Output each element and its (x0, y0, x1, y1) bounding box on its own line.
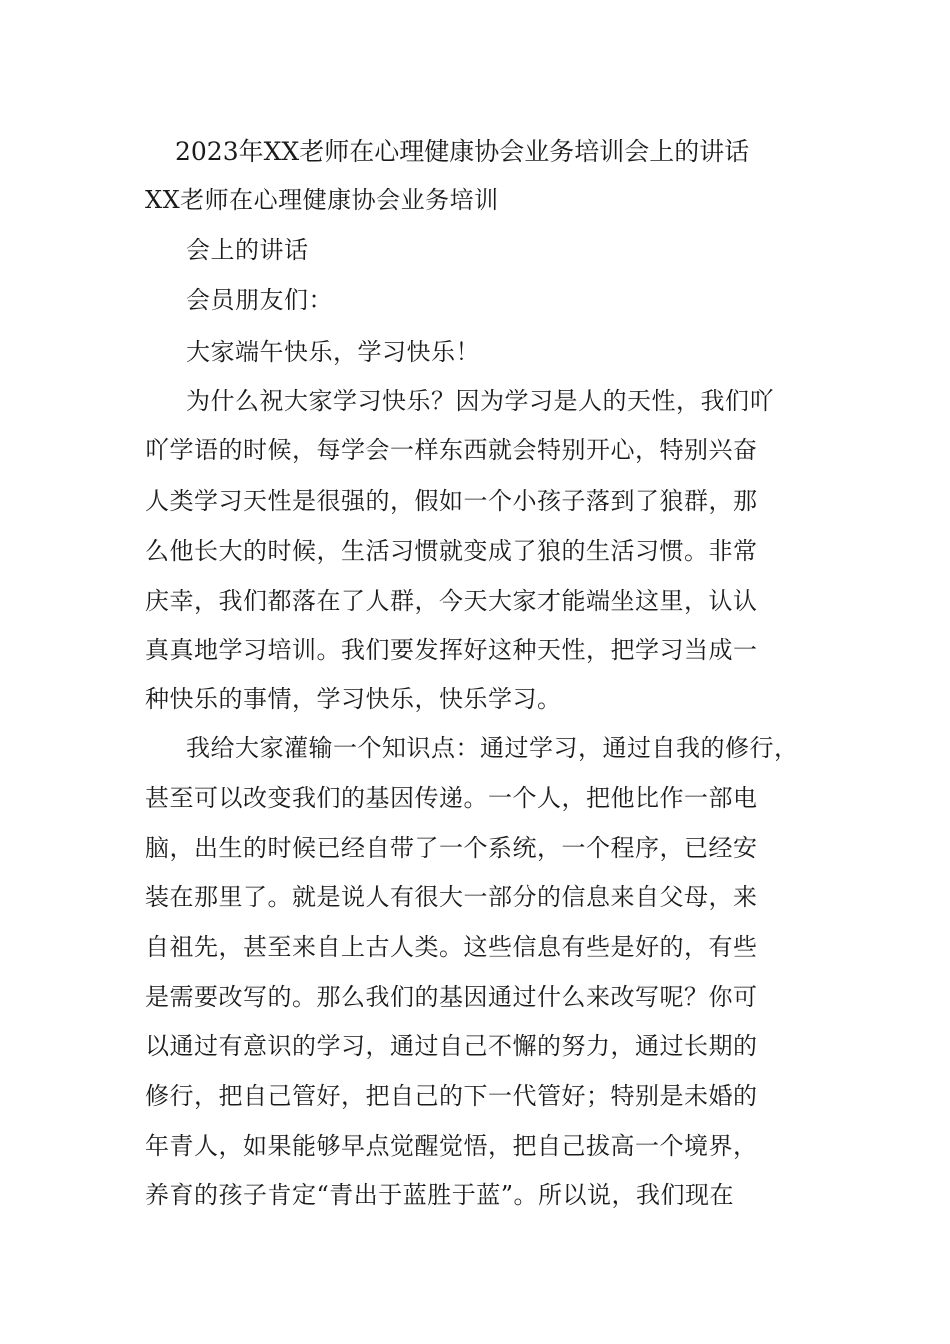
paragraph-line: 年青人，如果能够早点觉醒觉悟，把自己拔高一个境界， (145, 1132, 758, 1160)
paragraph-line: 装在那里了。就是说人有很大一部分的信息来自父母，来 (145, 883, 758, 911)
paragraph-line: 养育的孩子肯定“青出于蓝胜于蓝”。所以说，我们现在 (145, 1181, 735, 1209)
document-title: 2023年XX老师在心理健康协会业务培训会上的讲话 (175, 137, 750, 166)
paragraph-line: 人类学习天性是很强的，假如一个小孩子落到了狼群，那 (145, 487, 758, 515)
paragraph-line: 以通过有意识的学习，通过自己不懈的努力，通过长期的 (145, 1032, 758, 1060)
paragraph-line: 真真地学习培训。我们要发挥好这种天性，把学习当成一 (145, 636, 758, 664)
paragraph-line: 脑，出生的时候已经自带了一个系统，一个程序，已经安 (145, 834, 758, 862)
subtitle-line-2: 会上的讲话 (186, 236, 309, 264)
subtitle-line-1: XX老师在心理健康协会业务培训 (145, 186, 499, 214)
greeting: 大家端午快乐，学习快乐！ (186, 338, 480, 366)
paragraph-line: 修行，把自己管好，把自己的下一代管好；特别是未婚的 (145, 1082, 758, 1110)
salutation: 会员朋友们： (186, 286, 333, 314)
paragraph-line: 种快乐的事情，学习快乐，快乐学习。 (145, 685, 562, 713)
paragraph-line: 甚至可以改变我们的基因传递。一个人，把他比作一部电 (145, 784, 758, 812)
paragraph-line: 庆幸，我们都落在了人群，今天大家才能端坐这里，认认 (145, 587, 758, 615)
paragraph-line: 自祖先，甚至来自上古人类。这些信息有些是好的，有些 (145, 933, 758, 961)
paragraph-line: 是需要改写的。那么我们的基因通过什么来改写呢？你可 (145, 983, 758, 1011)
paragraph-line: 为什么祝大家学习快乐？因为学习是人的天性，我们吖 (186, 387, 774, 415)
paragraph-line: 么他长大的时候，生活习惯就变成了狼的生活习惯。非常 (145, 537, 758, 565)
paragraph-line: 吖学语的时候，每学会一样东西就会特别开心，特别兴奋 (145, 436, 758, 464)
paragraph-line: 我给大家灌输一个知识点：通过学习，通过自我的修行， (186, 734, 799, 762)
